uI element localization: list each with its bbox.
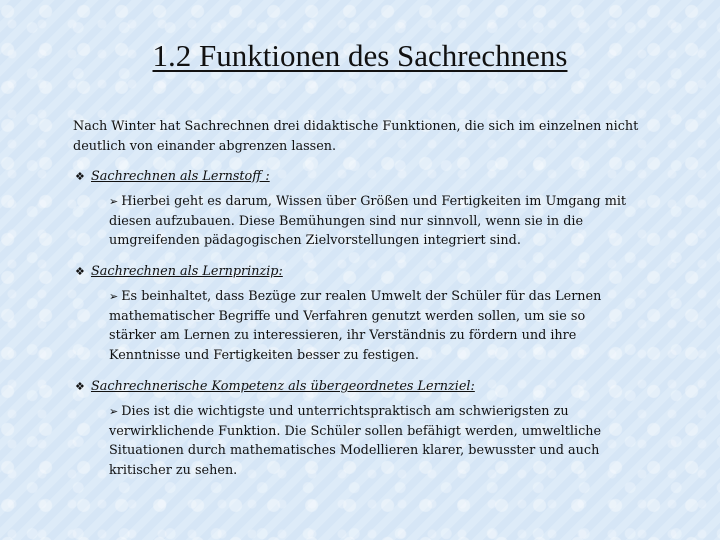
section-heading-row [75,377,635,396]
intro-paragraph: Nach Winter hat Sachrechnen drei didaktische Funktionen, die sich im einzelnen nicht deutlich von einander abgrenzen lassen. [73,119,639,154]
sub-point [109,192,634,251]
sub-point-text: Es beinhaltet, dass Bezüge zur realen Umwelt der Schüler für das Lernen mathematischer Begriffe und Verfahren genutzt werden sollen, um sie so stärker am Lernen zu interessieren, ihr Verständnis zu fördern und ihre Kenntnisse und Fertigkeiten besser zu festigen. [109,289,602,363]
arrow-bullet-icon: ➢ [109,405,119,418]
section-heading: Sachrechnen als Lernstoff : [91,169,270,184]
slide-title: 1.2 Funktionen des Sachrechnens [152,38,568,73]
arrow-bullet-icon: ➢ [109,290,119,303]
sub-point-text: Dies ist die wichtigste und unterrichtspraktisch am schwierigsten zu verwirklichende Funktion. Die Schüler sollen befähigt werden, umweltliche Situationen durch mathematisches Modellieren klarer, bewusster und auch kritischer zu sehen. [109,404,602,478]
sub-point [109,287,634,365]
sub-point [109,402,634,480]
diamond-bullet-icon: ❖ [75,380,85,393]
diamond-bullet-icon: ❖ [75,170,85,183]
section-lernstoff [75,167,635,251]
section-heading: Sachrechnen als Lernprinzip: [91,264,283,279]
section-lernprinzip [75,262,635,365]
diamond-bullet-icon: ❖ [75,265,85,278]
section-kompetenz [75,377,635,480]
section-heading: Sachrechnerische Kompetenz als übergeordnetes Lernziel: [91,379,475,394]
section-heading-row [75,262,635,281]
section-heading-row [75,167,635,186]
arrow-bullet-icon: ➢ [109,195,119,208]
sub-point-text: Hierbei geht es darum, Wissen über Größen und Fertigkeiten im Umgang mit diesen aufzubauen. Diese Bemühungen sind nur sinnvoll, wenn sie in die umgreifenden pädagogischen Zielvorstellungen integriert sind. [109,194,627,248]
